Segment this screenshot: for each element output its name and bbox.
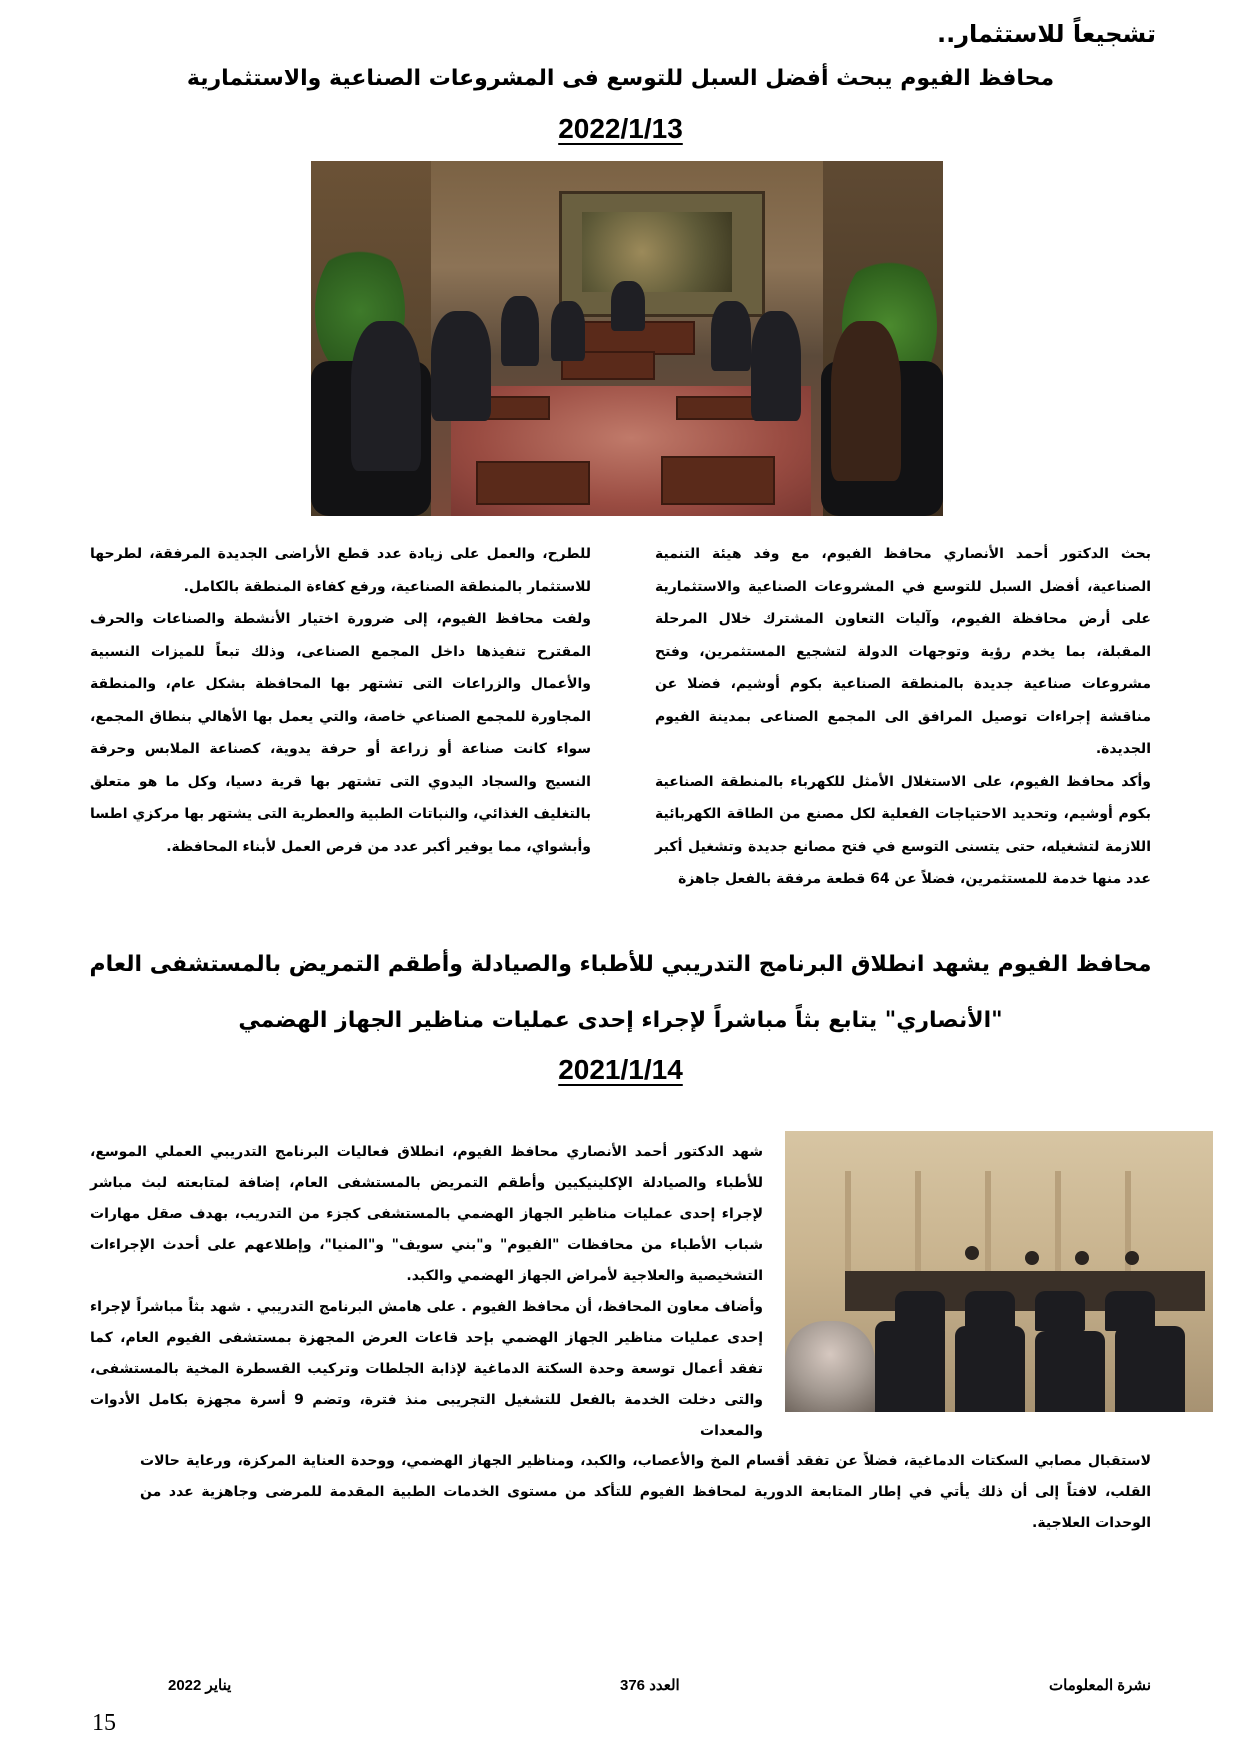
footer-issue: العدد 376 (620, 1677, 680, 1694)
article1-headline: محافظ الفيوم يبحث أفضل السبل للتوسع فى المشروعات الصناعية والاستثمارية (186, 66, 1055, 91)
article2-continuation (140, 1446, 1151, 1539)
article1-paragraph: ولفت محافظ الفيوم، إلى ضرورة اختيار الأنشطة والصناعات والحرف المقترح تنفيذها داخل المجمع الصناعى، وذلك تبعاً للميزات النسبية والأعمال والزراعات التى تشتهر بها المحافظة بشكل عام، والمنطقة المجاورة للمجمع الصناعي خاصة، والتي يعمل بها الأهالي بنطاق المجمع، سواء كانت صناعة أو زراعة أو حرفة يدوية، كصناعة الملابس وحرفة النسيج والسجاد اليدوي التى تشتهر بها قرية دسيا، وكل ما هو متعلق بالتغليف الغذائي، والنباتات الطبية والعطرية التى يشتهر بها مركزي اطسا وأبشواي، مما يوفير أكبر عدد من فرص العمل لأبناء المحافظة. (90, 611, 591, 855)
article2-headline: محافظ الفيوم يشهد انطلاق البرنامج التدريبي للأطباء والصيادلة وأطقم التمريض بالمستشفى العام (89, 952, 1152, 977)
article2-paragraph: شهد الدكتور أحمد الأنصاري محافظ الفيوم، انطلاق فعاليات البرنامج التدريبي العملي الموسع، للأطباء والصيادلة الإكلينيكيين وأطقم التمريض بالمستشفى العام، إضافة لمتابعته لبث مباشر لإجراء إحدى عمليات مناظير الجهاز الهضمي بالمستشفى كجزء من التدريب، بهدف صقل مهارات شباب الأطباء من محافظات "الفيوم" و"بني سويف" و"المنيا"، وإطلاعهم على أحدث الإجراءات التشخيصية والعلاجية لأمراض الجهاز الهضمي والكبد. (90, 1144, 763, 1284)
article2-paragraph: وأضاف معاون المحافظ، أن محافظ الفيوم . على هامش البرنامج التدريبي . شهد بثاً مباشراً لإجراء إحدى عمليات مناظير الجهاز الهضمي بإحد قاعات العرض المجهزة بمستشفى الفيوم العام، كما تفقد أعمال توسعة وحدة السكتة الدماغية لإذابة الجلطات وتركيب القسطرة المخية بالمستشفى، والتى دخلت الخدمة بالفعل للتشغيل التجريبى منذ فترة، وتضم 9 أسرة مجهزة بكامل الأدوات والمعدات (90, 1299, 763, 1439)
article1-paragraph: للطرح، والعمل على زيادة عدد قطع الأراضى الجديدة المرفقة، لطرحها للاستثمار بالمنطقة الصناعية، ورفع كفاءة المنطقة بالكامل. (90, 546, 591, 595)
article1-meeting-photo (311, 161, 943, 516)
footer-month: يناير 2022 (168, 1677, 232, 1694)
article1-paragraph: وأكد محافظ الفيوم، على الاستغلال الأمثل للكهرباء بالمنطقة الصناعية بكوم أوشيم، وتحديد الاحتياجات الفعلية لكل مصنع من الطاقة الكهربائية اللازمة لتشغيله، حتى يتسنى التوسع في فتح مصانع جديدة وتشغيل أكبر عدد منها خدمة للمستثمرين، فضلاً عن 64 قطعة مرفقة بالفعل جاهزة (655, 773, 1151, 887)
article2-subheadline: "الأنصاري" يتابع بثاً مباشراً لإجراء إحدى عمليات مناظير الجهاز الهضمي (238, 1008, 1003, 1033)
footer-publication: نشرة المعلومات (1049, 1677, 1151, 1694)
article1-paragraph: بحث الدكتور أحمد الأنصاري محافظ الفيوم، مع وفد هيئة التنمية الصناعية، أفضل السبل للتوسع في المشروعات الصناعية والاستثمارية على أرض محافظة الفيوم، وآليات التعاون المشترك خلال المرحلة المقبلة، بما يخدم رؤية وتوجهات الدولة لتشجيع المستثمرين، وفتح مشروعات صناعية جديدة بالمنطقة الصناعية بكوم أوشيم، فضلا عن مناقشة إجراءات توصيل المرافق الى المجمع الصناعى بمدينة الفيوم الجديدة. (655, 546, 1151, 757)
article2-paragraph: لاستقبال مصابي السكتات الدماغية، فضلاً عن تفقد أقسام المخ والأعصاب، والكبد، ومناظير الجهاز الهضمي، ووحدة العناية المركزة، ورعاية حالات القلب، لافتاً إلى أن ذلك يأتي في إطار المتابعة الدورية لمحافظ الفيوم للتأكد من مستوى الخدمات الطبية المقدمة للمرضى وجاهزية عدد من الوحدات العلاجية. (140, 1453, 1151, 1531)
article1-column-right (655, 538, 1151, 896)
article2-column (90, 1137, 763, 1447)
article1-date: 2022/1/13 (558, 113, 683, 144)
article2-auditorium-photo (785, 1131, 1213, 1412)
article2-date: 2021/1/14 (558, 1054, 683, 1085)
section-kicker: تشجيعاً للاستثمار.. (936, 20, 1156, 48)
article1-column-left (90, 538, 591, 863)
page-number: 15 (92, 1710, 116, 1736)
